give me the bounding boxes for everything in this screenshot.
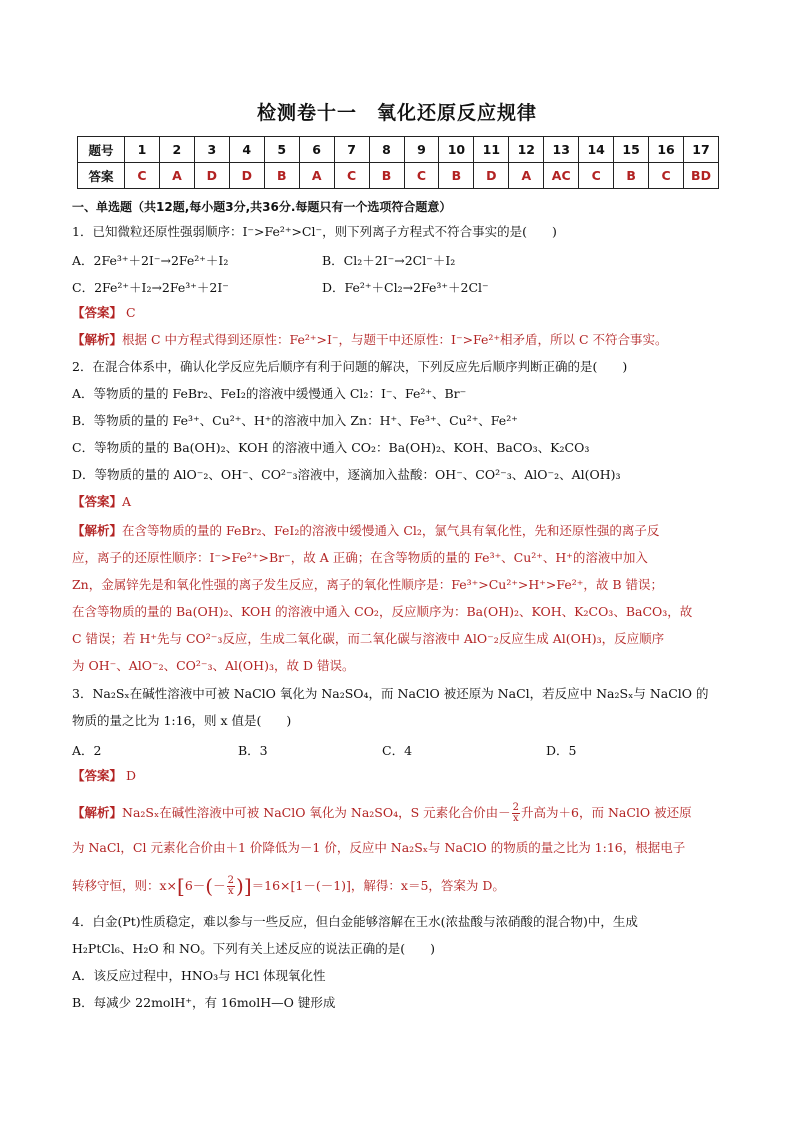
- question-number: 5: [264, 137, 299, 163]
- question-number: 9: [404, 137, 439, 163]
- question-1-option-a: A．2Fe³⁺＋2I⁻→2Fe²⁺＋I₂: [72, 253, 229, 268]
- question-2-analysis-line: 在含等物质的量的 Ba(OH)₂、KOH 的溶液中通入 CO₂，反应顺序为：Ba(OH)₂、KOH、K₂CO₃、BaCO₃，故: [72, 604, 693, 619]
- question-number: 15: [614, 137, 649, 163]
- fraction-denominator: x: [513, 813, 519, 824]
- question-3-analysis-line: 为 NaCl，Cl 元素化合价由＋1 价降低为－1 价，反应中 Na₂Sₓ与 NaClO 的物质的量之比为 1:16，根据电子: [72, 840, 686, 855]
- answer-cell: C: [334, 163, 369, 189]
- question-4-option-b: B．每减少 22molH⁺，有 16molH—O 键形成: [72, 995, 336, 1010]
- answer-cell: B: [614, 163, 649, 189]
- analysis-text: 升高为＋6，而 NaClO 被还原: [521, 805, 692, 820]
- right-bracket: ]: [243, 874, 252, 898]
- question-1-answer: [72, 305, 136, 321]
- answer-tag: 【答案】: [72, 768, 123, 783]
- answer-cell: C: [649, 163, 684, 189]
- question-4-option-a: A．该反应过程中，HNO₃与 HCl 体现氧化性: [72, 968, 326, 983]
- analysis-tag: 【解析】: [72, 523, 123, 538]
- fraction-denominator: x: [227, 886, 234, 897]
- answer-tag: 【答案】: [72, 494, 123, 509]
- analysis-tag: 【解析】: [72, 805, 123, 820]
- answer-cell: A: [509, 163, 544, 189]
- question-1-stem: 1．已知微粒还原性强弱顺序：I⁻>Fe²⁺>Cl⁻，则下列离子方程式不符合事实的是( ): [72, 224, 557, 239]
- answer-cell: D: [194, 163, 229, 189]
- question-number: 12: [509, 137, 544, 163]
- question-3-answer: [72, 768, 136, 784]
- answer-cell: B: [369, 163, 404, 189]
- answer-value: D: [126, 768, 137, 783]
- question-3-stem-line: 物质的量之比为 1:16，则 x 值是( ): [72, 713, 292, 728]
- fraction: [512, 803, 520, 824]
- question-2-answer: [72, 494, 131, 510]
- question-number: 11: [474, 137, 509, 163]
- left-bracket: [: [177, 874, 185, 898]
- fraction-numerator: 2: [227, 875, 234, 886]
- number-row-header: 题号: [78, 137, 125, 163]
- answer-cell: AC: [544, 163, 579, 189]
- right-paren: ): [236, 874, 244, 898]
- question-number: 2: [159, 137, 194, 163]
- answer-row-header: 答案: [78, 163, 125, 189]
- answer-cell: B: [264, 163, 299, 189]
- question-1-analysis: [72, 332, 668, 348]
- question-3-option-a: A．2: [72, 743, 102, 758]
- question-2-analysis-line: 为 OH⁻、AlO⁻₂、CO²⁻₃、Al(OH)₃，故 D 错误。: [72, 658, 355, 673]
- question-number: 10: [439, 137, 474, 163]
- question-2-option-c: C．等物质的量的 Ba(OH)₂、KOH 的溶液中通入 CO₂：Ba(OH)₂、KOH、BaCO₃、K₂CO₃: [72, 440, 590, 455]
- question-2-analysis-line: 应，离子的还原性顺序：I⁻>Fe²⁺>Br⁻，故 A 正确；在含等物质的量的 Fe³⁺、Cu²⁺、H⁺的溶液中加入: [72, 550, 648, 565]
- answer-cell: D: [229, 163, 264, 189]
- question-3-option-c: C．4: [382, 743, 413, 758]
- question-number: 8: [369, 137, 404, 163]
- question-2-analysis-line: C 错误；若 H⁺先与 CO²⁻₃反应，生成二氧化碳，而二氧化碳与溶液中 AlO⁻₂反应生成 Al(OH)₃，反应顺序: [72, 631, 665, 646]
- analysis-text: Na₂Sₓ在碱性溶液中可被 NaClO 氧化为 Na₂SO₄，S 元素化合价由－: [122, 805, 511, 820]
- question-number: 7: [334, 137, 369, 163]
- question-4-stem-line: 4．白金(Pt)性质稳定，难以参与一些反应，但白金能够溶解在王水(浓盐酸与浓硝酸的混合物)中，生成: [72, 914, 638, 929]
- question-3-analysis-line: [72, 803, 692, 824]
- answer-cell: A: [159, 163, 194, 189]
- question-2-option-b: B．等物质的量的 Fe³⁺、Cu²⁺、H⁺的溶液中加入 Zn：H⁺、Fe³⁺、Cu²⁺、Fe²⁺: [72, 413, 518, 428]
- answer-cell: B: [439, 163, 474, 189]
- fraction-numerator: 2: [512, 802, 520, 813]
- answer-table-answer-row: [78, 163, 719, 189]
- question-3-option-d: D．5: [546, 743, 577, 758]
- answer-value: A: [122, 494, 132, 509]
- answer-tag: 【答案】: [72, 305, 123, 320]
- question-1-option-c: C．2Fe²⁺＋I₂→2Fe³⁺＋2I⁻: [72, 280, 229, 295]
- analysis-text: 在含等物质的量的 FeBr₂、FeI₂的溶液中缓慢通入 Cl₂，氯气具有氧化性，先和还原性强的离子反: [122, 523, 660, 538]
- question-number: 6: [299, 137, 334, 163]
- section-heading: 一、单选题（共12题,每小题3分,共36分.每题只有一个选项符合题意）: [72, 200, 452, 214]
- analysis-text: ＝16×[1－(－1)]，解得：x＝5，答案为 D。: [251, 878, 505, 893]
- question-1-option-d: D．Fe²⁺＋Cl₂→2Fe³⁺＋2Cl⁻: [322, 280, 489, 295]
- question-number: 13: [544, 137, 579, 163]
- answer-table-number-row: [78, 137, 719, 163]
- question-3-analysis-line: 转移守恒，则：x×[6－(－ $\frac{2}{x}$ )]＝16×[1－(－1)]，解得：x＝5，答案为 D。: [72, 874, 505, 898]
- page-title: 检测卷十一 氧化还原反应规律: [256, 102, 537, 124]
- question-3-stem-line: 3．Na₂Sₓ在碱性溶液中可被 NaClO 氧化为 Na₂SO₄，而 NaClO 被还原为 NaCl，若反应中 Na₂Sₓ与 NaClO 的: [72, 686, 709, 701]
- question-4-stem-line: H₂PtCl₆、H₂O 和 NO。下列有关上述反应的说法正确的是( ): [72, 941, 435, 956]
- analysis-text: 根据 C 中方程式得到还原性：Fe²⁺>I⁻，与题干中还原性：I⁻>Fe²⁺相矛盾，所以 C 不符合事实。: [122, 332, 668, 347]
- analysis-text: 6－: [184, 878, 206, 893]
- left-paren: (: [205, 874, 214, 898]
- question-2-analysis-line: Zn，金属锌先是和氧化性强的离子发生反应，离子的氧化性顺序是：Fe³⁺>Cu²⁺>H⁺>Fe²⁺，故 B 错误；: [72, 577, 664, 592]
- question-number: 17: [684, 137, 719, 163]
- answer-value: C: [126, 305, 136, 320]
- analysis-text: 转移守恒，则：x×: [72, 878, 178, 893]
- answer-cell: C: [125, 163, 160, 189]
- question-2-option-a: A．等物质的量的 FeBr₂、FeI₂的溶液中缓慢通入 Cl₂：I⁻、Fe²⁺、Br⁻: [72, 386, 467, 401]
- answer-cell: C: [579, 163, 614, 189]
- question-number: 4: [229, 137, 264, 163]
- fraction: [227, 876, 235, 897]
- answer-cell: C: [404, 163, 439, 189]
- answer-cell: A: [299, 163, 334, 189]
- answer-cell: D: [474, 163, 509, 189]
- question-2-option-d: D．等物质的量的 AlO⁻₂、OH⁻、CO²⁻₃溶液中，逐滴加入盐酸：OH⁻、CO²⁻₃、AlO⁻₂、Al(OH)₃: [72, 467, 621, 482]
- question-number: 16: [649, 137, 684, 163]
- question-1-option-b: B．Cl₂＋2I⁻→2Cl⁻＋I₂: [322, 253, 456, 268]
- question-number: 14: [579, 137, 614, 163]
- question-number: 1: [125, 137, 160, 163]
- question-2-stem: 2．在混合体系中，确认化学反应先后顺序有利于问题的解决，下列反应先后顺序判断正确的是( ): [72, 359, 628, 374]
- question-2-analysis-line: [72, 523, 659, 539]
- question-3-option-b: B．3: [238, 743, 268, 758]
- analysis-tag: 【解析】: [72, 332, 123, 347]
- question-number: 3: [194, 137, 229, 163]
- answer-cell: BD: [684, 163, 719, 189]
- answer-table: [77, 136, 719, 189]
